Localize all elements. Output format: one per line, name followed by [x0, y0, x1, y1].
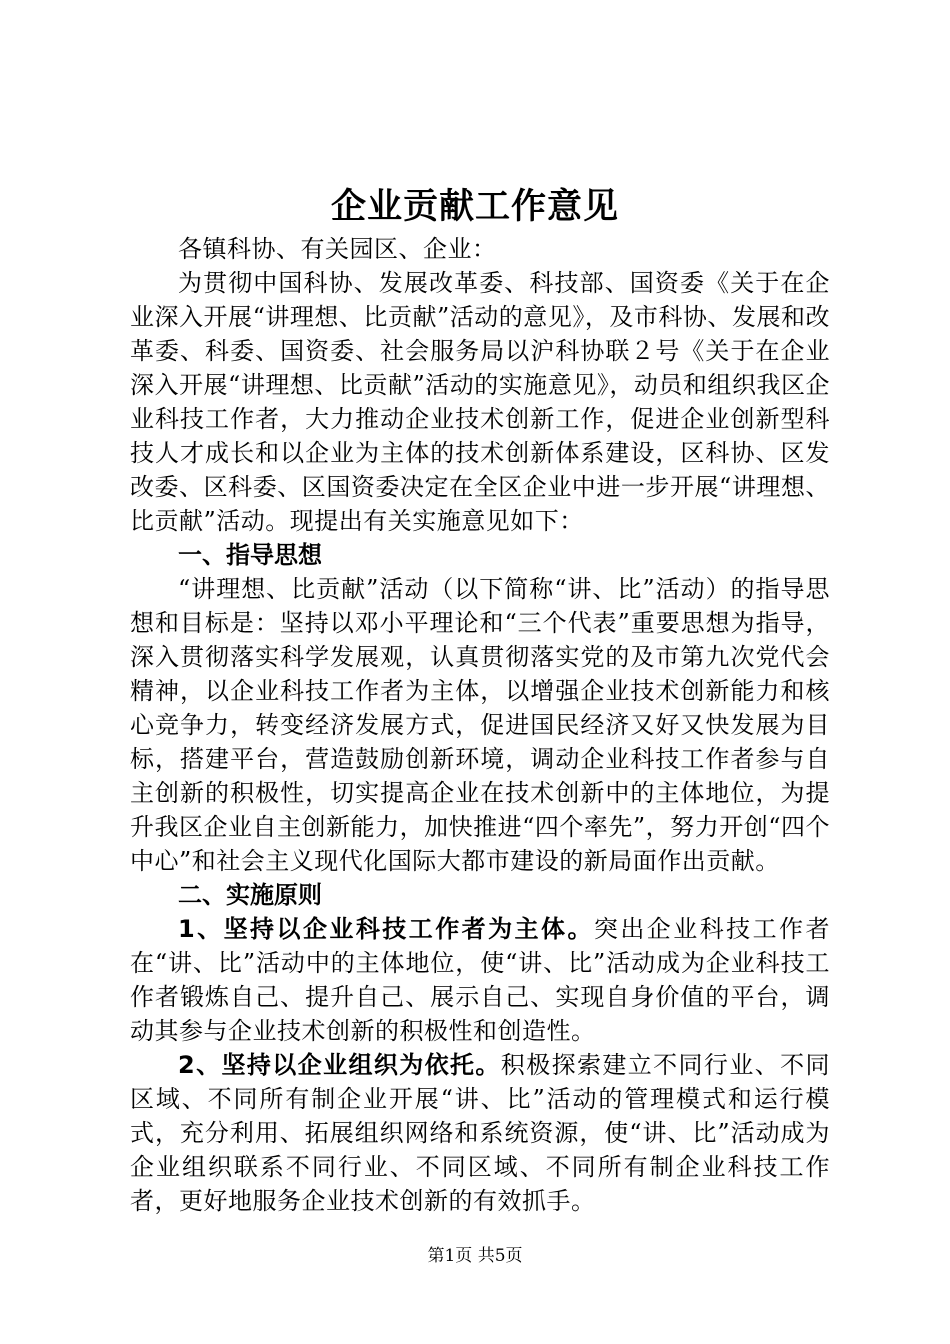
salutation: 各镇科协、有关园区、企业： [178, 235, 497, 263]
page-footer: 第1页 共5页 [427, 1246, 523, 1266]
principle-item-2-lead: 2、坚持以企业组织为依托。 [178, 1051, 501, 1079]
section-heading-guiding-ideology: 一、指导思想 [178, 541, 322, 569]
principle-item-1-text: 突出企业科技工作者在“讲、比”活动中的主体地位，使“讲、比”活动成为企业科技工作者锻炼自己、提升自己、展示自己、实现自身价值的平台，调动其参与企业技术创新的积极性和创造性。 [130, 915, 831, 1045]
guiding-ideology-paragraph: “讲理想、比贡献”活动（以下简称“讲、比”活动）的指导思想和目标是：坚持以邓小平理论和“三个代表”重要思想为指导，深入贯彻落实科学发展观，认真贯彻落实党的及市第九次党代会精神，以企业科技工作者为主体，以增强企业技术创新能力和核心竞争力，转变经济发展方式，促进国民经济又好又快发展为目标，搭建平台，营造鼓励创新环境，调动企业科技工作者参与自主创新的积极性，切实提高企业在技术创新中的主体地位，为提升我区企业自主创新能力，加快推进“四个率先”，努力开创“四个中心”和社会主义现代化国际大都市建设的新局面作出贡献。 [130, 575, 830, 875]
principle-item-2-text: 积极探索建立不同行业、不同区域、不同所有制企业开展“讲、比”活动的管理模式和运行模式，充分利用、拓展组织网络和系统资源，使“讲、比”活动成为企业组织联系不同行业、不同区域、不同所有制企业科技工作者，更好地服务企业技术创新的有效抓手。 [130, 1051, 830, 1215]
principle-item-2 [130, 1048, 830, 1218]
intro-paragraph: 为贯彻中国科协、发展改革委、科技部、国资委《关于在企业深入开展“讲理想、比贡献”活动的意见》，及市科协、发展和改革委、科委、国资委、社会服务局以沪科协联２号《关于在企业深入开展“讲理想、比贡献”活动的实施意见》，动员和组织我区企业科技工作者，大力推动企业技术创新工作，促进企业创新型科技人才成长和以企业为主体的技术创新体系建设，区科协、区发改委、区科委、区国资委决定在全区企业中进一步开展“讲理想、比贡献”活动。现提出有关实施意见如下： [130, 269, 830, 535]
principle-item-1-lead: 1、坚持以企业科技工作者为主体。 [178, 915, 594, 943]
principle-item-1 [130, 912, 830, 1048]
section-heading-principles: 二、实施原则 [178, 881, 322, 909]
document-body [130, 232, 830, 1218]
document-title: 企业贡献工作意见 [330, 186, 619, 227]
